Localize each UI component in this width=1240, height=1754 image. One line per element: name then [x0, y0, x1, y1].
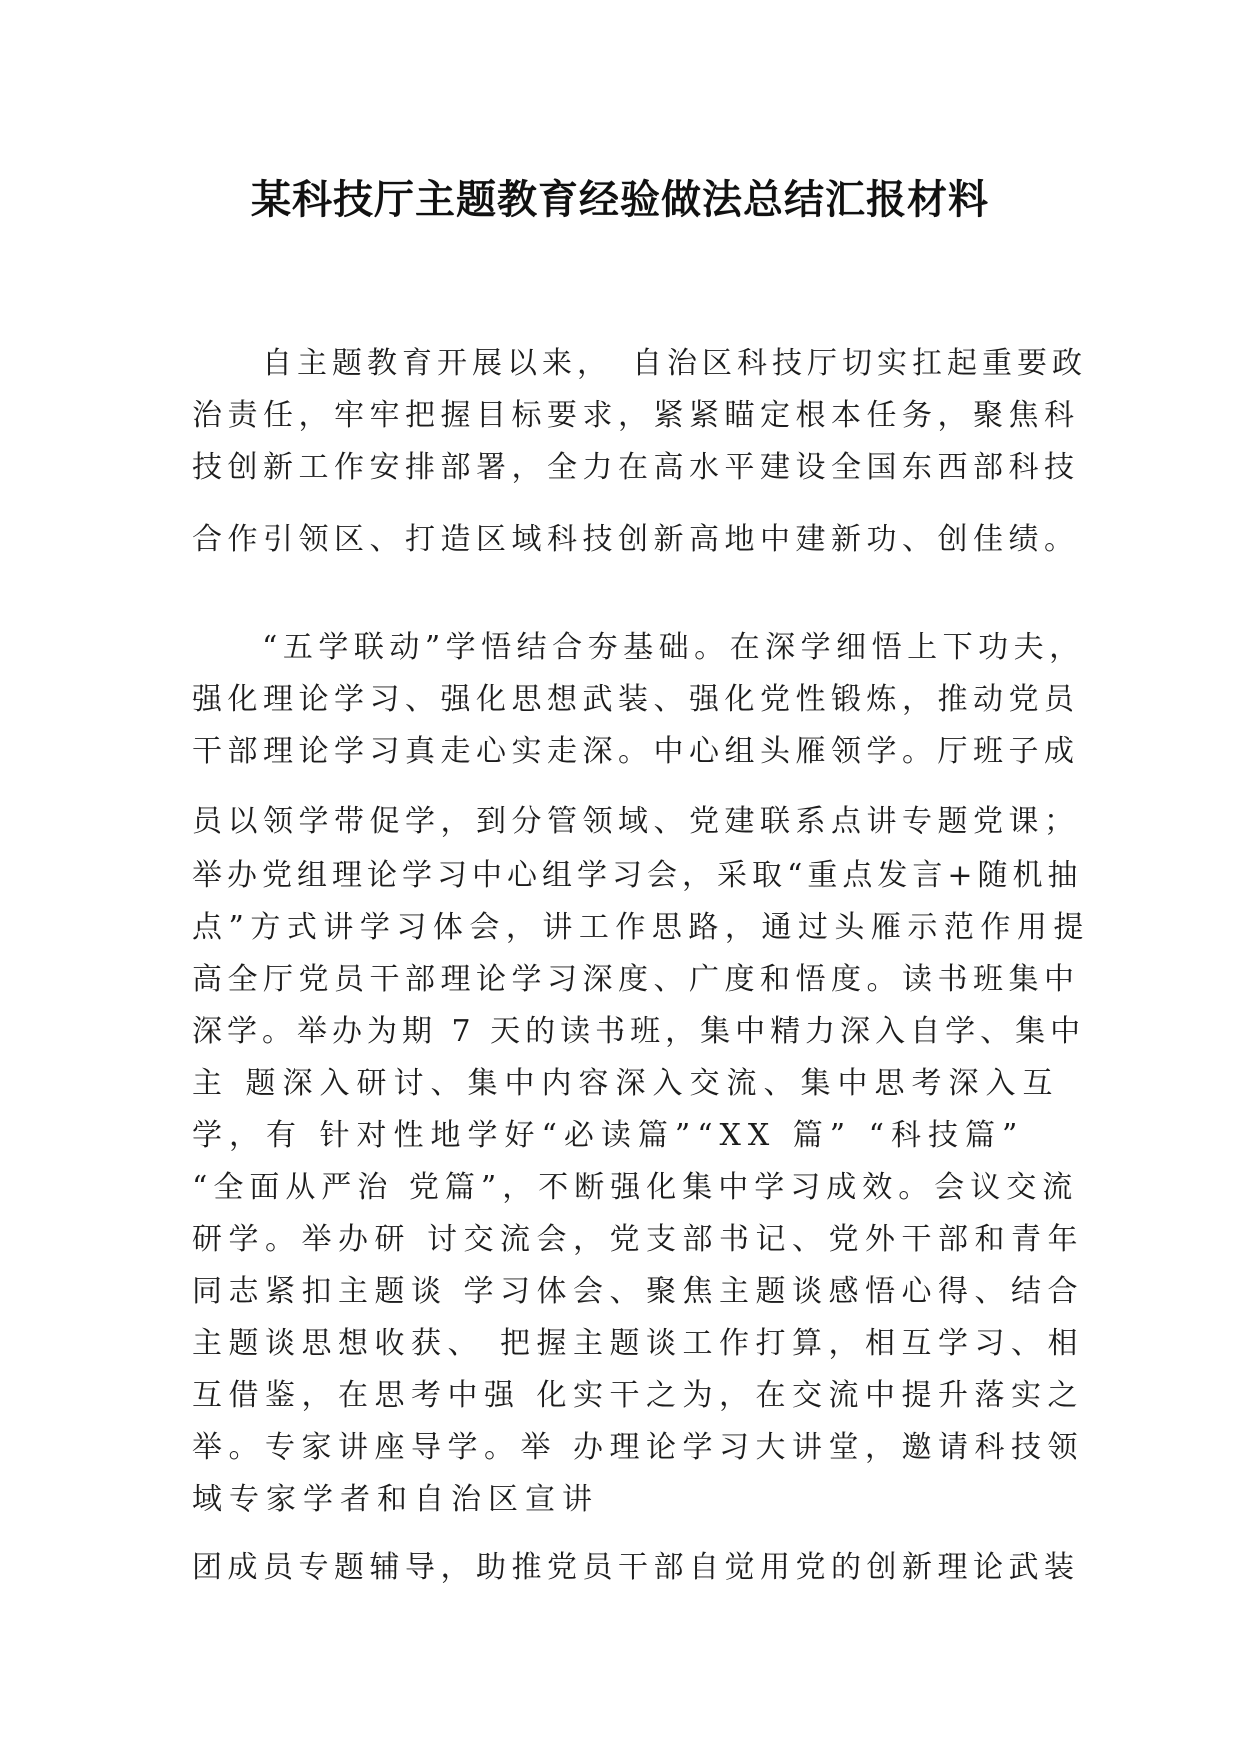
paragraph-2-line-17: 域专家学者和自治区宣讲 — [192, 1482, 599, 1517]
paragraph-2-line-7: 高全厅党员干部理论学习深度、广度和悟度。读书班集中 — [192, 962, 1080, 997]
paragraph-2-line-1: “五学联动”学悟结合夯基础。在深学细悟上下功夫， — [262, 630, 1085, 665]
document-title: 某科技厅主题教育经验做法总结汇报材料 — [251, 177, 989, 223]
paragraph-1-line-4: 合作引领区、打造区域科技创新高地中建新功、创佳绩。 — [192, 522, 1080, 557]
paragraph-2-line-5: 举办党组理论学习中心组学习会，采取“重点发言+随机抽 — [192, 858, 1083, 893]
paragraph-2-line-15: 互借鉴，在思考中强 化实干之为，在交流中提升落实之 — [192, 1378, 1085, 1413]
paragraph-2-line-11: “全面从严治 党篇”，不断强化集中学习成效。会议交流 — [192, 1170, 1079, 1205]
paragraph-1-line-3: 技创新工作安排部署，全力在高水平建设全国东西部科技 — [192, 450, 1080, 485]
paragraph-3-line-1: 团成员专题辅导，助推党员干部自觉用党的创新理论武装 — [192, 1550, 1080, 1585]
paragraph-2-line-12: 研学。举办研 讨交流会，党支部书记、党外干部和青年 — [192, 1222, 1085, 1257]
paragraph-1-line-2: 治责任，牢牢把握目标要求，紧紧瞄定根本任务，聚焦科 — [192, 398, 1080, 433]
paragraph-2-line-8: 深学。举办为期 7 天的读书班，集中精力深入自学、集中 — [192, 1014, 1086, 1049]
paragraph-1-line-1: 自主题教育开展以来， 自治区科技厅切实扛起重要政 — [262, 346, 1087, 381]
paragraph-2-line-10: 学，有 针对性地学好“必读篇”“XX 篇” “科技篇” — [192, 1118, 1025, 1153]
paragraph-2-line-3: 干部理论学习真走心实走深。中心组头雁领学。厅班子成 — [192, 734, 1080, 769]
paragraph-2-line-14: 主题谈思想收获、 把握主题谈工作打算，相互学习、相 — [192, 1326, 1085, 1361]
paragraph-2-line-4: 员以领学带促学，到分管领域、党建联系点讲专题党课； — [192, 804, 1080, 839]
paragraph-2-line-9: 主 题深入研讨、集中内容深入交流、集中思考深入互 — [192, 1066, 1060, 1101]
paragraph-2-line-16: 举。专家讲座导学。举 办理论学习大讲堂，邀请科技领 — [192, 1430, 1085, 1465]
paragraph-2-line-2: 强化理论学习、强化思想武装、强化党性锻炼，推动党员 — [192, 682, 1080, 717]
paragraph-2-line-13: 同志紧扣主题谈 学习体会、聚焦主题谈感悟心得、结合 — [192, 1274, 1085, 1309]
paragraph-2-line-6: 点”方式讲学习体会，讲工作思路，通过头雁示范作用提 — [192, 910, 1090, 945]
